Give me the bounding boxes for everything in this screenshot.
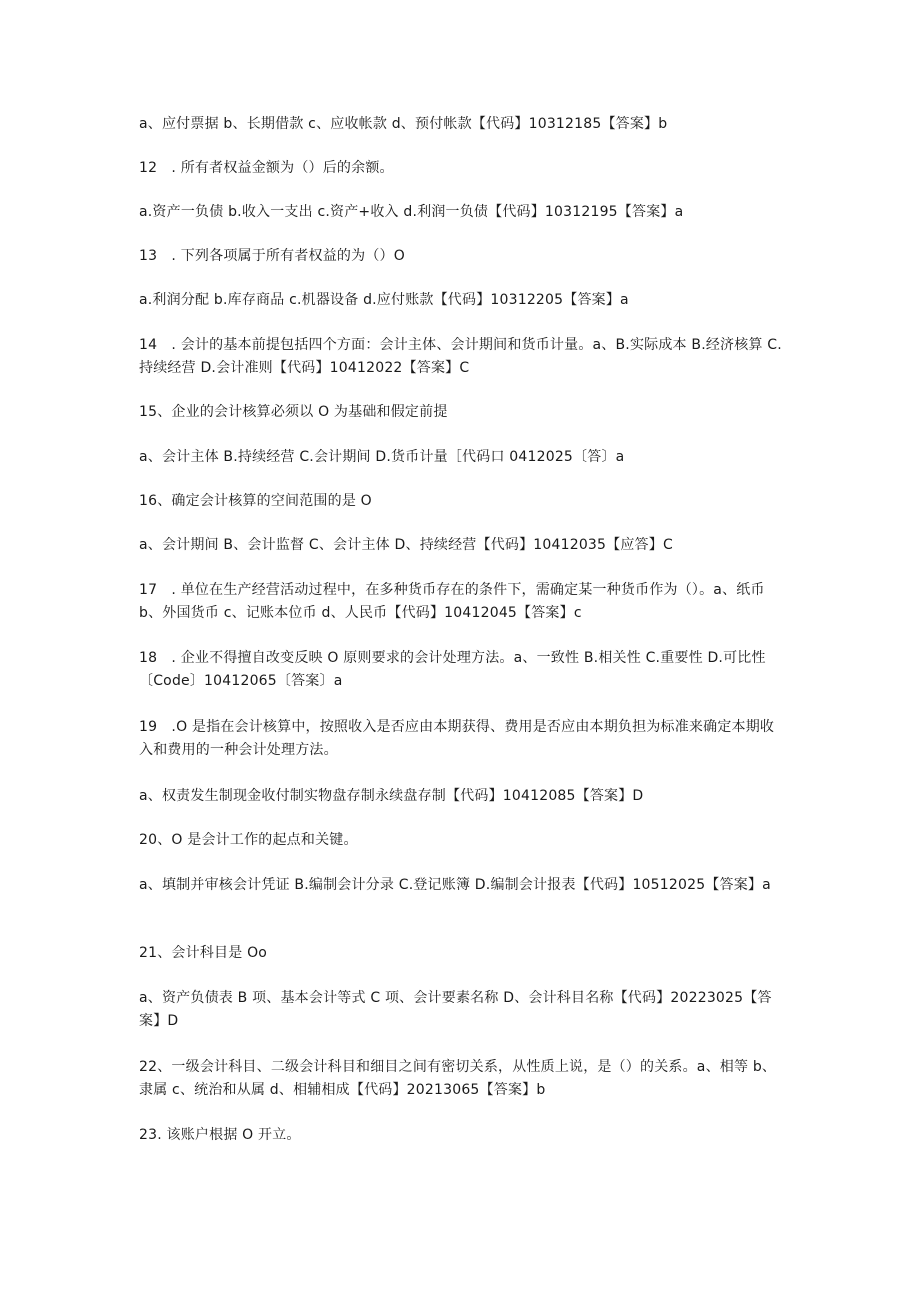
paragraph-q21: 21、会计科目是 Oo <box>139 945 268 961</box>
paragraph-q23: 23. 该账户根据 O 开立。 <box>139 1127 301 1143</box>
paragraph-q22: 22、一级会计科目、二级会计科目和细目之间有密切关系，从性质上说，是（）的关系。a、相等 b、隶属 c、统治和从属 d、相辅相成【代码】20213065【答案】b <box>139 1059 777 1098</box>
paragraph-q20-options: a、填制并审核会计凭证 B.编制会计分录 C.登记账簿 D.编制会计报表【代码】10512025【答案】a <box>139 877 771 893</box>
paragraph-q15: 15、企业的会计核算必须以 O 为基础和假定前提 <box>139 404 448 420</box>
paragraph-q16: 16、确定会计核算的空间范围的是 O <box>139 493 372 509</box>
paragraph-q14: 14 . 会计的基本前提包括四个方面：会计主体、会计期间和货币计量。a、B.实际成本 B.经济核算 C.持续经营 D.会计准则【代码】10412022【答案】C <box>139 337 782 376</box>
paragraph-q20: 20、O 是会计工作的起点和关键。 <box>139 832 358 848</box>
paragraph-q19-options: a、权责发生制现金收付制实物盘存制永续盘存制【代码】10412085【答案】D <box>139 788 644 804</box>
paragraph-q12: 12 . 所有者权益金额为（）后的余额。 <box>139 160 394 176</box>
paragraph-q17: 17 . 单位在生产经营活动过程中，在多种货币存在的条件下，需确定某一种货币作为（）。a、纸币 b、外国货币 c、记账本位币 d、人民币【代码】10412045【答案】c <box>139 582 765 621</box>
paragraph-q11-options: a、应付票据 b、长期借款 c、应收帐款 d、预付帐款【代码】10312185【答案】b <box>139 116 668 132</box>
paragraph-q13-options: a.利润分配 b.库存商品 c.机器设备 d.应付账款【代码】10312205【答案】a <box>139 292 629 308</box>
paragraph-q16-options: a、会计期间 B、会计监督 C、会计主体 D、持续经营【代码】10412035【应答】C <box>139 537 673 553</box>
paragraph-q18: 18 . 企业不得擅自改变反映 O 原则要求的会计处理方法。a、一致性 B.相关性 C.重要性 D.可比性〔Code〕10412065〔答案〕a <box>139 650 766 689</box>
paragraph-q12-options: a.资产一负债 b.收入一支出 c.资产+收入 d.利润一负债【代码】10312195【答案】a <box>139 204 684 220</box>
paragraph-q13: 13 . 下列各项属于所有者权益的为（）O <box>139 248 405 264</box>
paragraph-q15-options: a、会计主体 B.持续经营 C.会计期间 D.货币计量［代码口 0412025〔答〕a <box>139 449 625 465</box>
paragraph-q19: 19 .O 是指在会计核算中，按照收入是否应由本期获得、费用是否应由本期负担为标准来确定本期收入和费用的一种会计处理方法。 <box>139 719 775 758</box>
paragraph-q21-options: a、资产负债表 B 项、基本会计等式 C 项、会计要素名称 D、会计科目名称【代码】20223025【答案】D <box>139 990 772 1029</box>
